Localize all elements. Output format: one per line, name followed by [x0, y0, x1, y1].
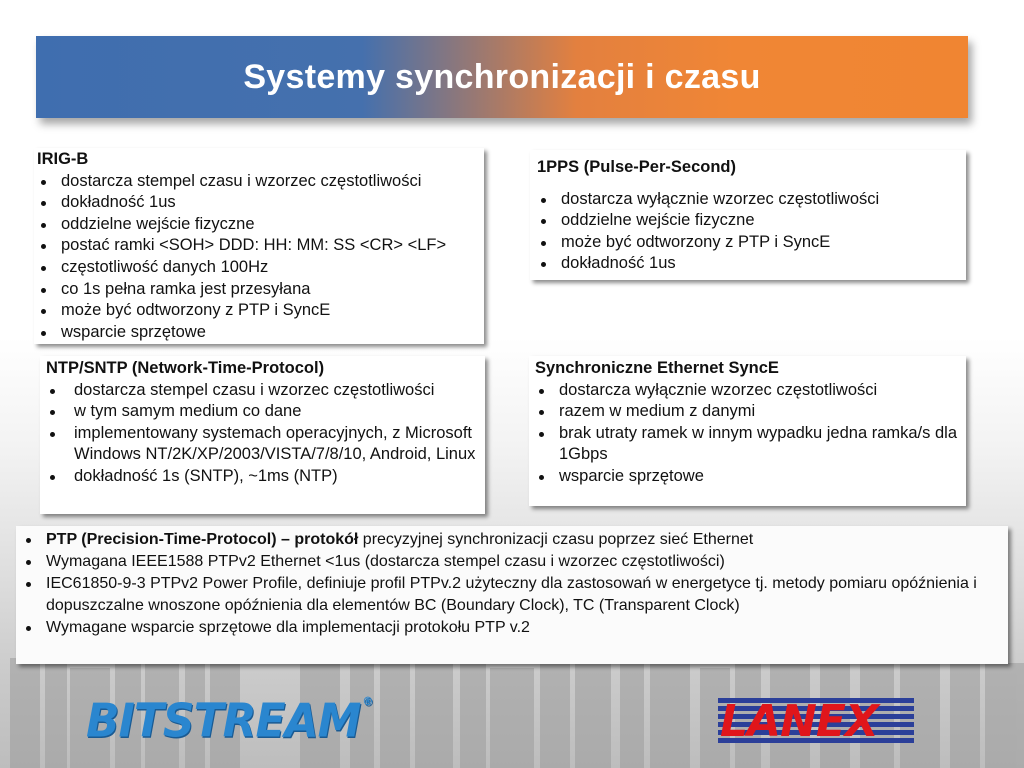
list-item: oddzielne wejście fizyczne — [537, 210, 966, 232]
list-item: IEC61850-9-3 PTPv2 Power Profile, definiuje profil PTPv.2 użyteczny dla zastosowań w energetyce tj. metody pomiaru opóźnienia i dopuszczalne wnoszone opóźnienia dla elementów BC (Boundary Clock), TC (Transparent Clock) — [22, 573, 1008, 617]
synce-heading: Synchroniczne Ethernet SyncE — [535, 359, 779, 377]
ptp-box — [16, 526, 1008, 664]
bitstream-logo — [86, 695, 372, 749]
ptp-lead-rest: precyzyjnej synchronizacji czasu poprzez sieć Ethernet — [358, 531, 754, 548]
list-item: wsparcie sprzętowe — [535, 466, 966, 488]
list-item: co 1s pełna ramka jest przesyłana — [37, 279, 484, 301]
list-item: implementowany systemach operacyjnych, z Microsoft Windows NT/2K/XP/2003/VISTA/7/8/10, Android, Linux — [46, 423, 485, 466]
irig-b-list — [37, 171, 484, 344]
1pps-list — [537, 189, 966, 275]
ntp-sntp-box — [40, 356, 485, 514]
ptp-list — [22, 529, 1008, 639]
list-item: wsparcie sprzętowe — [37, 322, 484, 344]
1pps-box — [530, 150, 966, 280]
list-item: Wymagana IEEE1588 PTPv2 Ethernet <1us (dostarcza stempel czasu i wzorzec częstotliwości) — [22, 551, 1008, 573]
list-item: dostarcza stempel czasu i wzorzec częstotliwości — [46, 380, 485, 402]
list-item: dokładność 1us — [537, 253, 966, 275]
ptp-lead-bold: PTP (Precision-Time-Protocol) – protokół — [46, 531, 359, 548]
bitstream-logo-text: BITSTREAM — [86, 694, 361, 749]
list-item: częstotliwość danych 100Hz — [37, 257, 484, 279]
ptp-lead-item — [22, 529, 1008, 551]
list-item: dokładność 1s (SNTP), ~1ms (NTP) — [46, 466, 485, 488]
list-item: oddzielne wejście fizyczne — [37, 214, 484, 236]
1pps-heading: 1PPS (Pulse-Per-Second) — [537, 158, 736, 176]
synce-box — [529, 356, 966, 506]
slide-title: Systemy synchronizacji i czasu — [243, 57, 761, 96]
synce-list — [535, 380, 966, 488]
registered-mark: ® — [362, 694, 373, 709]
list-item: postać ramki <SOH> DDD: HH: MM: SS <CR> <LF> — [37, 235, 484, 257]
title-bar — [36, 36, 968, 118]
list-item: Wymagane wsparcie sprzętowe dla implementacji protokołu PTP v.2 — [22, 617, 1008, 639]
list-item: dostarcza wyłącznie wzorzec częstotliwości — [537, 189, 966, 211]
list-item: dostarcza stempel czasu i wzorzec częstotliwości — [37, 171, 484, 193]
ntp-sntp-list — [46, 380, 485, 488]
irig-b-heading: IRIG-B — [37, 150, 89, 168]
list-item: brak utraty ramek w innym wypadku jedna ramka/s dla 1Gbps — [535, 423, 966, 466]
lanex-logo — [718, 696, 914, 747]
list-item: dostarcza wyłącznie wzorzec częstotliwości — [535, 380, 966, 402]
ntp-sntp-heading: NTP/SNTP (Network-Time-Protocol) — [46, 359, 325, 377]
lanex-logo-text: LANEX — [720, 696, 878, 747]
list-item: może być odtworzony z PTP i SyncE — [537, 232, 966, 254]
irig-b-box — [34, 148, 484, 344]
list-item: w tym samym medium co dane — [46, 401, 485, 423]
list-item: dokładność 1us — [37, 192, 484, 214]
list-item: może być odtworzony z PTP i SyncE — [37, 300, 484, 322]
list-item: razem w medium z danymi — [535, 401, 966, 423]
